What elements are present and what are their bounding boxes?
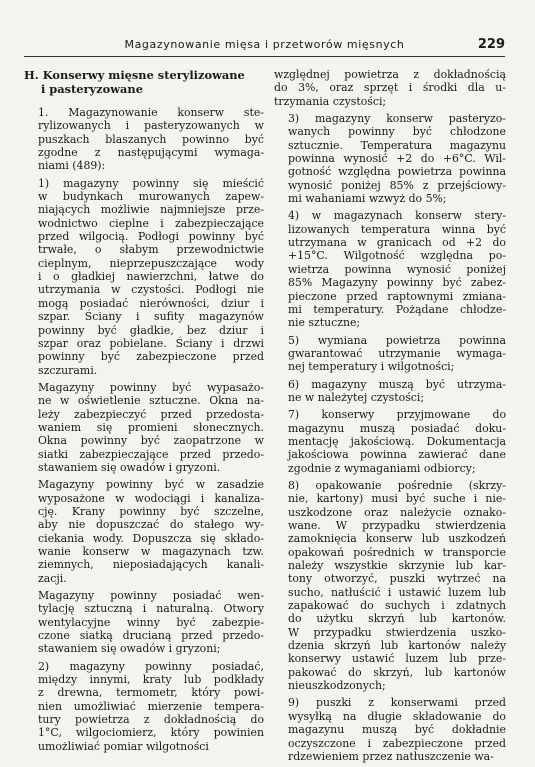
text-line: 2) magazyny powinny posiadać,	[38, 659, 264, 673]
text-line: Magazyny powinny być w zasadzie	[38, 478, 264, 492]
text-line: dzenia skrzyń lub kartonów należy	[288, 639, 506, 653]
text-line: mentację jakościową. Dokumentacja	[288, 434, 506, 448]
text-line: mi temperatury. Pożądane chłodze-	[288, 302, 506, 316]
paragraph	[24, 106, 264, 173]
text-line: aby nie dopuszczać do stałego wy-	[38, 518, 264, 532]
text-line: ne w oświetlenie sztuczne. Okna na-	[38, 394, 264, 408]
text-line: stawaniem się owadów i gryzoni;	[38, 642, 221, 656]
paragraph	[274, 378, 506, 405]
text-line: ziemnych, nieposiadających kanali-	[38, 558, 264, 572]
text-line: 85% Magazyny powinny być zabez-	[288, 276, 506, 290]
text-line: wynosić poniżej 85% z przejściowy-	[288, 178, 506, 192]
text-line: wane. W przypadku stwierdzenia	[288, 519, 506, 532]
text-line: 5) wymiana powietrza powinna	[288, 333, 506, 347]
text-line: wodnictwo cieplne i zabezpieczające	[38, 216, 264, 230]
paragraph	[274, 334, 506, 374]
paragraph	[24, 478, 264, 585]
text-line: konserwy ustawić luzem lub prze-	[288, 652, 506, 666]
text-line: pieczone przed raptownymi zmiana-	[288, 289, 506, 303]
text-line: +15°C. Wilgotność względna po-	[288, 249, 506, 263]
text-line: 4) w magazynach konserw stery-	[288, 209, 506, 223]
text-line: sztucznie. Temperatura magazynu	[288, 138, 506, 152]
paragraph	[24, 381, 264, 474]
text-line: opakowań pośrednich w transporcie	[288, 545, 506, 559]
text-line: magazynu muszą być dokładnie	[288, 723, 506, 737]
text-line: Magazyny powinny posiadać wen-	[38, 589, 264, 603]
text-line: nie, kartony) musi być suche i nie-	[288, 492, 506, 506]
paragraph	[274, 112, 506, 205]
text-line: magazynu muszą posiadać doku-	[288, 421, 506, 435]
text-line: cję. Krany powinny być szczelne,	[38, 504, 264, 518]
text-line: lizowanych temperatura winna być	[288, 222, 506, 236]
text-line: szpar oraz pobielane. Ściany i drzwi	[38, 336, 264, 350]
text-line: 1. Magazynowanie konserw ste-	[38, 106, 264, 119]
text-line: tony otworzyć, puszki wytrzeć na	[288, 572, 506, 586]
page-number: 229	[477, 37, 505, 52]
text-line: rdzewieniem przez natłuszczenie wa-	[288, 749, 494, 763]
text-line: niających możliwie najmniejsze prze-	[38, 203, 264, 217]
text-line: utrzymana w granicach od +2 do	[288, 236, 506, 250]
text-line: 1) magazyny powinny się mieścić	[38, 176, 264, 190]
left-column	[24, 68, 264, 757]
text-line: wanych powinny być chłodzone	[288, 125, 506, 139]
text-line: gotność względna powietrza powinna	[288, 165, 506, 179]
paragraph	[274, 696, 506, 763]
text-line: jakościowa powinna zawierać dane	[288, 448, 506, 462]
text-line: Magazyny powinny być wypasażo-	[38, 380, 264, 394]
text-line: nie sztuczne;	[288, 316, 361, 330]
text-line: szczurami.	[38, 363, 98, 377]
text-line: leży zabezpieczyć przed przedosta-	[38, 407, 264, 421]
text-line: powinny być gładkie, bez dziur i	[38, 323, 264, 337]
text-line: Okna powinny być zaopatrzone w	[38, 434, 264, 448]
text-line: zgodnie z wymaganiami odbiorcy;	[288, 461, 476, 475]
text-line: rylizowanych i pasteryzowanych w	[38, 119, 264, 133]
paragraph	[24, 660, 264, 753]
text-line: puszkach blaszanych powinno być	[38, 132, 264, 146]
text-line: siatki zabezpieczające przed przedo-	[38, 447, 264, 461]
text-line: należy wszystkie skrzynie lub kar-	[288, 559, 506, 573]
text-line: mogą posiadać nierówności, dziur i	[38, 296, 264, 310]
text-line: do 3%, oraz sprzęt i środki dla u-	[274, 81, 506, 95]
text-line: zamoknięcia konserw lub uszkodzeń	[288, 532, 506, 546]
text-line: utrzymania w czystości. Podłogi nie	[38, 283, 264, 297]
text-line: uszkodzone oraz należycie oznako-	[288, 505, 506, 519]
text-line: z drewna, termometr, który powi-	[38, 686, 264, 700]
text-line: tylację sztuczną i naturalną. Otwory	[38, 602, 264, 616]
text-line: 9) puszki z konserwami przed	[288, 696, 506, 710]
running-header	[24, 38, 505, 57]
paragraph	[274, 408, 506, 475]
right-column	[274, 68, 506, 767]
text-line: ne w należytej czystości;	[288, 390, 425, 404]
text-line: wysyłką na długie składowanie do	[288, 709, 506, 723]
text-line: między innymi, kraty lub podkłady	[38, 673, 264, 687]
paragraph	[24, 589, 264, 656]
text-line: zacji.	[38, 571, 67, 585]
text-line: umożliwiać pomiar wilgotności	[38, 739, 209, 753]
text-line: do użytku skrzyń lub kartonów.	[288, 612, 506, 626]
text-line: 6) magazyny muszą być utrzyma-	[288, 377, 506, 391]
text-line: nieuszkodzonych;	[288, 679, 386, 693]
text-line: mi wahaniami wzwyż do 5%;	[288, 192, 447, 206]
paragraph	[274, 479, 506, 693]
text-line: względnej powietrza z dokładnością	[274, 68, 506, 81]
text-line: waniem się promieni słonecznych.	[38, 420, 264, 434]
text-line: zgodne z następującymi wymaga-	[38, 146, 264, 160]
text-line: W przypadku stwierdzenia uszko-	[288, 625, 506, 639]
section-heading-line: H. Konserwy mięsne sterylizowane	[24, 68, 245, 82]
text-line: trwałe, o słabym przewodnictwie	[38, 243, 264, 257]
section-heading	[24, 68, 264, 96]
text-line: 7) konserwy przyjmowane do	[288, 408, 506, 422]
text-line: wanie konserw w magazynach tzw.	[38, 545, 264, 558]
text-line: oczyszczone i zabezpieczone przed	[288, 736, 506, 750]
text-line: nien umożliwiać mierzenie tempera-	[38, 699, 264, 713]
text-line: nej temperatury i wilgotności;	[288, 360, 455, 374]
section-heading-line: i pasteryzowane	[41, 82, 143, 96]
text-line: zapakować do suchych i zdatnych	[288, 599, 506, 613]
text-line: szpar. Ściany i sufity magazynów	[38, 310, 264, 324]
paragraph	[24, 177, 264, 377]
text-line: tury powietrza z dokładnością do	[38, 713, 264, 727]
text-line: i o gładkiej nawierzchni, łatwe do	[38, 270, 264, 284]
text-line: w budynkach murowanych zapew-	[38, 190, 264, 204]
text-line: wietrza powinna wynosić poniżej	[288, 262, 506, 276]
text-line: sucho, natłuścić i ustawić luzem lub	[288, 585, 506, 599]
text-line: wentylacyjne winny być zabezpie-	[38, 615, 264, 629]
paragraph	[274, 209, 506, 329]
text-line: przed wilgocią. Podłogi powinny być	[38, 230, 264, 244]
text-line: czone siatką drucianą przed przedo-	[38, 629, 264, 643]
text-line: pakować do skrzyń, lub kartonów	[288, 665, 506, 679]
running-title: Magazynowanie mięsa i przetworów mięsnych	[124, 38, 405, 51]
text-line: 8) opakowanie pośrednie (skrzy-	[288, 478, 506, 492]
text-line: gwarantować utrzymanie wymaga-	[288, 346, 506, 360]
text-line: cieplnym, nieprzepuszczające wody	[38, 256, 264, 270]
text-line: powinny być zabezpieczone przed	[38, 350, 264, 364]
paragraph	[274, 68, 506, 108]
text-line: 1°C, wilgociomierz, który powinien	[38, 726, 264, 740]
text-line: 3) magazyny konserw pasteryzo-	[288, 112, 506, 126]
text-line: niami (489):	[38, 159, 106, 173]
text-line: trzymania czystości;	[274, 94, 387, 108]
text-line: powinna wynosić +2 do +6°C. Wil-	[288, 152, 506, 166]
text-line: stawaniem się owadów i gryzoni.	[38, 460, 221, 474]
text-line: ciekania wody. Dopuszcza się składo-	[38, 531, 264, 545]
text-line: wyposażone w wodociągi i kanaliza-	[38, 491, 264, 505]
